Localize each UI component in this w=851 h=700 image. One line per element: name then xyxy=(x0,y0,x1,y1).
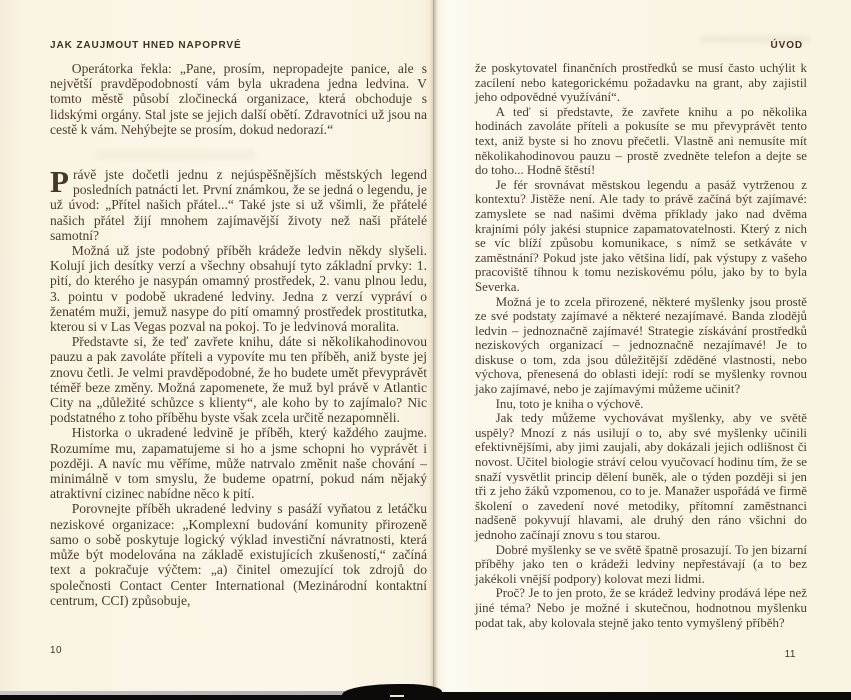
paragraph: Jak tedy můžeme vychovávat myšlenky, aby ve světě uspěly? Mnozí z nás usilují o to, aby své myšlenky učinili efektivnějšími, aby jimi zaujali, aby dokázali jejich odlišnost či novost. Učitel biologie stráví celou vyučovací hodinu tím, že se snaží vysvětlit princip dělení buněk, ale o týden později si jen tři z jeho žáků vzpomenou, co to je. Manažer uspořádá ve firmě školení o zavedení nové metodiky, přítomní zaměstnanci nadšeně pokyvují hlavami, ale druhý den ráno všichni do jednoho začínají znovu s tou starou. xyxy=(475,411,807,542)
paragraph: Historka o ukradené ledvině je příběh, který každého zaujme. Rozumíme mu, zapamatujeme si ho a jsme schopni ho vyprávět i později. A navíc mu věříme, může natrvalo změnit naše chování – minimálně v tom smyslu, že budeme opatrní, pokud nám nějaký atraktivní cizinec nabídne něco k pití. xyxy=(50,425,427,502)
print-bleed-smudge xyxy=(640,196,790,204)
left-page-text-column xyxy=(50,61,427,608)
paragraph: A teď si představte, že zavřete knihu a po několika hodinách zavoláte příteli a pokusíte se mu převyprávět tento text, aniž byste si ho znovu přečetli. Vlastně ani nemusíte mít několikahodinovou pauzu – prostě zvedněte telefon a dejte se do toho... Hodně štěstí! xyxy=(475,104,807,178)
paragraph: Možná už jste podobný příběh krádeže ledvin někdy slyšeli. Kolují jich desítky verzí a všechny obsahují tyto základní prvky: 1. pití, do kterého je nasypán omamný prostředek, 2. vanu plnou ledu, 3. pointu v podobě ukradené ledviny. Jedna z verzí vypráví o ženatém muži, jemuž nasype do pití omamný prostředek prostitutka, kterou si v Las Vegas pozval na pokoj. To je ledvinová moralita. xyxy=(50,243,427,335)
running-header-right: ÚVOD xyxy=(770,40,803,51)
book-gutter-crease xyxy=(433,0,434,700)
paragraph: Dobré myšlenky se ve světě špatně prosazují. To jen bizarní příběhy jako ten o krádeži ledviny nepřestávají (a to bez jakékoli vnější podpory) kolovat mezi lidmi. xyxy=(475,542,807,586)
paragraph: Právě jste dočetli jednu z nejúspěšnějších městských legend posledních patnácti let. První známkou, že se jedná o legendu, je už úvod: „Přítel našich přátel...“ Také jste si už všimli, že přátelé našich přátel žijí mnohem zajímavější životy než naši přátelé samotní? xyxy=(50,164,427,243)
page-number-right: 11 xyxy=(784,649,796,660)
paragraph: Je fér srovnávat městskou legendu a pasáž vytrženou z kontextu? Jistěže není. Ale tady to právě začíná být zajímavé: zamyslete se nad našimi dvěma příklady jako nad dvěma krajními póly jakési stupnice zapamatovatelnosti. Který z nich se víc blíží způsobu komunikace, s nímž se setkáváte v zaměstnání? Pokud jste jako většina lidí, pak výstupy z vašeho pracoviště tíhnou k tomu neziskovému pólu, jako by to byla Severka. xyxy=(475,177,807,294)
paragraph: Představte si, že teď zavřete knihu, dáte si několikahodinovou pauzu a pak zavoláte příteli a vypovíte mu ten příběh, aniž byste jej znovu četli. Je velmi pravděpodobné, že ho budete umět převyprávět téměř beze změny. Možná zapomenete, že muž byl právě v Atlantic City na „důležité schůzce s klienty“, ale koho by to zajímalo? Nic podstatného z toho příběhu byste však zcela určitě nezapomněli. xyxy=(50,334,427,426)
print-bleed-smudge xyxy=(700,36,810,43)
right-page-text-column xyxy=(475,61,807,630)
print-bleed-smudge xyxy=(95,150,255,160)
paragraph: Proč? Je to jen proto, že se krádež ledviny prodává lépe než jiné téma? Nebo je možné i skutečnou, hodnotnou myšlenku podat tak, aby kolovala stejně jako tento vymyšlený příběh? xyxy=(475,586,807,630)
drop-cap: P xyxy=(50,164,69,200)
paragraph: že poskytovatel finančních prostředků se musí často uchýlit k zacílení nebo kategorickému požadavku na grant, aby zajistil jeho odpovědné využívání“. xyxy=(475,61,807,105)
paragraph: Inu, toto je kniha o výchově. xyxy=(495,396,644,411)
paragraph: Porovnejte příběh ukradené ledviny s pasáží vyňatou z letáčku neziskové organizace: „Komplexní budování komunity přirozeně samo o sobě poskytuje logický výklad investiční návratnosti, která může být modelována na základě existujících zkušeností,“ začíná text a pokračuje výčtem: „a) činitel omezující tok zdrojů do společnosti Contact Center International (Mezinárodní kontaktní centrum, CCI) způsobuje, xyxy=(50,501,427,608)
page-number-left: 10 xyxy=(50,645,63,656)
paragraph: Operátorka řekla: „Pane, prosím, nepropadejte panice, ale s největší pravděpodobností vám byla ukradena jedna ledvina. V tomto městě působí zločinecká organizace, která obchoduje s lidskými orgány. Stal jste se jejich další obětí. Zdravotníci už jsou na cestě k vám. Nehýbejte se prosím, dokud nedorazí.“ xyxy=(50,61,427,137)
paragraph: Možná je to zcela přirozené, některé myšlenky jsou prostě ze své podstaty zajímavé a některé nezajímavé. Banda zlodějů ledvin – jednoznačně zajímavé! Strategie získávání prostředků neziskových organizací – jednoznačně nezajímavé! Je to diskuse o tom, zda jsou důležitější zděděné vlastnosti, nebo výchova, přenesená do oblasti idejí: rodí se myšlenky rovnou jako zajímavé, nebo je zajímavými můžeme učinit? xyxy=(475,294,807,397)
right-page xyxy=(433,0,851,700)
running-header-left: JAK ZAUJMOUT HNED NAPOPRVÉ xyxy=(50,40,242,51)
scan-bottom-gray-band xyxy=(0,691,352,695)
